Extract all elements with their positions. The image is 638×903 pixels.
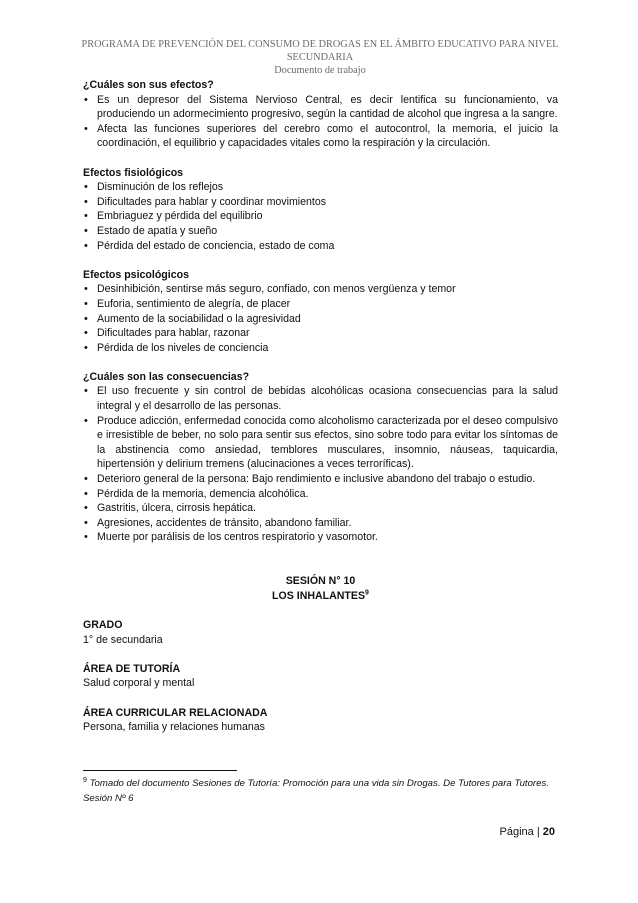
list-item: • Deterioro general de la persona: Bajo rendimiento e inclusive abandono del trabajo o estudio. — [83, 472, 558, 487]
psicologicos-heading: Efectos psicológicos — [83, 268, 189, 281]
list-item: • Pérdida de la memoria, demencia alcohólica. — [83, 487, 558, 502]
grado-value: 1° de secundaria — [83, 633, 163, 646]
page-number-value: 20 — [542, 826, 555, 838]
list-item: • Disminución de los reflejos — [83, 180, 558, 195]
efectos-list — [83, 93, 558, 151]
page-header — [70, 38, 570, 77]
page-number — [500, 826, 555, 838]
list-item: • Embriaguez y pérdida del equilibrio — [83, 209, 558, 224]
consecuencias-list — [83, 384, 558, 545]
footnote-divider — [83, 770, 237, 771]
list-item: • Dificultades para hablar, razonar — [83, 326, 558, 341]
header-program-title: PROGRAMA DE PREVENCIÓN DEL CONSUMO DE DROGAS EN EL ÁMBITO EDUCATIVO PARA NIVEL SECUNDARIA — [81, 39, 559, 63]
footnote-reference[interactable]: 9 — [365, 589, 369, 597]
efectos-heading: ¿Cuáles son sus efectos? — [83, 79, 214, 91]
curricular-label: ÁREA CURRICULAR RELACIONADA — [83, 706, 268, 719]
session-number: SESIÓN N° 10 — [285, 575, 356, 588]
list-item: • Pérdida de los niveles de conciencia — [83, 341, 558, 356]
list-item: • Euforia, sentimiento de alegría, de placer — [83, 297, 558, 312]
consecuencias-heading: ¿Cuáles son las consecuencias? — [83, 370, 250, 383]
list-item: • Estado de apatía y sueño — [83, 224, 558, 239]
footnote-text-continued: Sesión Nº 6 — [83, 793, 134, 804]
tutoria-label: ÁREA DE TUTORÍA — [83, 662, 181, 675]
session-title-line — [83, 589, 558, 604]
list-item: • Gastritis, úlcera, cirrosis hepática. — [83, 501, 558, 516]
list-item: • Es un depresor del Sistema Nervioso Central, es decir lentifica su funcionamiento, va produciendo un adormecimiento progresivo, según la cantidad de alcohol que ingresa a la sangre. — [83, 93, 558, 122]
footnote-text: Tomado del documento Sesiones de Tutoría: Promoción para una vida sin Drogas. De Tutores para Tutores. — [89, 778, 549, 789]
curricular-value: Persona, familia y relaciones humanas — [83, 721, 265, 734]
footnote-marker: 9 — [83, 776, 87, 784]
tutoria-value: Salud corporal y mental — [83, 677, 195, 690]
list-item: • Muerte por parálisis de los centros respiratorio y vasomotor. — [83, 530, 558, 545]
list-item: • Agresiones, accidentes de tránsito, abandono familiar. — [83, 516, 558, 531]
psicologicos-list — [83, 282, 558, 355]
fisiologicos-heading: Efectos fisiológicos — [83, 166, 184, 179]
footnote — [83, 776, 558, 806]
grado-label: GRADO — [83, 618, 123, 631]
list-item: • Afecta las funciones superiores del cerebro como el autocontrol, la memoria, el juicio la coordinación, el equilibrio y capacidades vitales como la respiración y la circulación. — [83, 122, 558, 151]
list-item: • Desinhibición, sentirse más seguro, confiado, con menos vergüenza y temor — [83, 282, 558, 297]
list-item: • Pérdida del estado de conciencia, estado de coma — [83, 239, 558, 254]
page-label: Página | — [499, 826, 540, 838]
list-item: • Aumento de la sociabilidad o la agresividad — [83, 312, 558, 327]
document-body — [83, 78, 558, 735]
list-item: • El uso frecuente y sin control de bebidas alcohólicas ocasiona consecuencias para la salud integral y el desarrollo de las personas. — [83, 384, 558, 413]
header-subtitle: Documento de trabajo — [274, 65, 366, 76]
session-title: LOS INHALANTES — [272, 589, 366, 602]
fisiologicos-list — [83, 180, 558, 253]
list-item: • Produce adicción, enfermedad conocida como alcoholismo caracterizada por el deseo compulsivo e irresistible de beber, no solo para sentir sus efectos, sino sobre todo para evitar los síntomas de la abstinencia como ansiedad, temblores musculares, insomnio, náuseas, taquicardia, hipertensión y delirium tremens (alucinaciones a veces terroríficas). — [83, 414, 558, 472]
list-item: • Dificultades para hablar y coordinar movimientos — [83, 195, 558, 210]
